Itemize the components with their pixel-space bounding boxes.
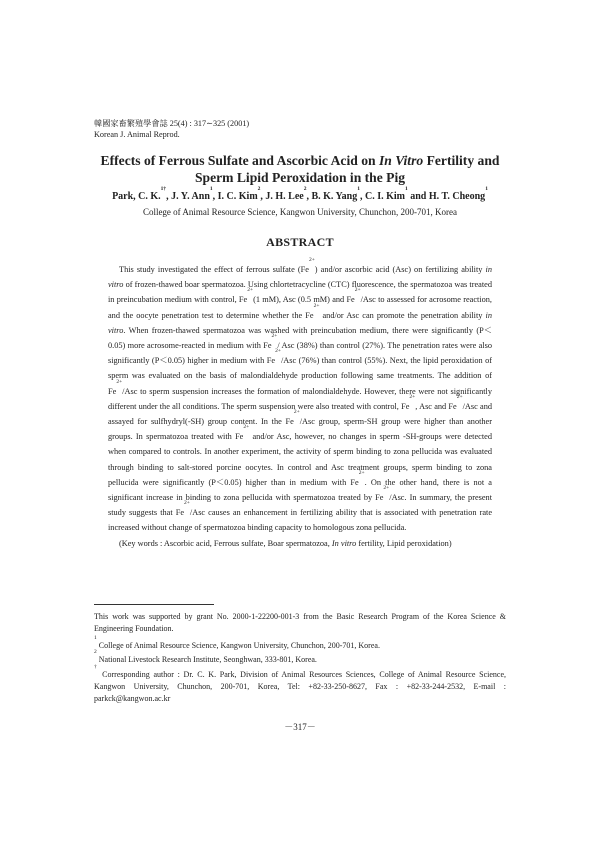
author-affil-mark: 2 <box>303 186 307 192</box>
title-text: Effects of Ferrous Sulfate and Ascorbic Acid on <box>100 153 379 168</box>
author-affil-mark: 1 <box>485 186 488 192</box>
author: , J. Y. Ann <box>166 191 210 202</box>
author-list <box>40 186 560 202</box>
affiliation: College of Animal Resource Science, Kangwon University, Chunchon, 200-701, Korea <box>142 207 458 217</box>
author-affil-mark: 2 <box>257 186 261 192</box>
author-affil-mark: 1 <box>405 186 408 192</box>
footnote-corresponding: † Corresponding author : Dr. C. K. Park, Division of Animal Resources Sciences, College of Animal Resource Science, Kangwon University, Chunchon, 200-701, Korea, Tel: +82-33-250-8627, Fax : +82-33-244-2532, E-mail : parkck@kangwon.ac.kr <box>94 664 507 704</box>
journal-citation <box>94 118 249 140</box>
author-affil-mark: 1 <box>209 186 213 192</box>
author: and H. T. Cheong <box>407 191 486 202</box>
author-affil-mark: 1† <box>160 186 167 192</box>
abstract-paragraph: This study investigated the effect of ferrous sulfate $(Fe^{2+})$ and/or ascorbic acid (Asc) on fertilizing ability in vitro of frozen-thawed boar spermatozoa. Using chlortetracycline (CTC) fluorescence, the spermatozoa was treated in preincubation medium with control, $Fe^{2+}(1$ mM), Asc (0.5 mM) and $Fe^{2+}$/Asc to assessed for acrosome reaction, and the oocyte penetration test to determine whether the $Fe^{2+}$ and/or Asc can promote the penetration ability in vitro. When frozen-thawed spermatozoa was washed with preincubation medium, there were significantly (P＜0.05) more acrosome-reacted in medium with $Fe^{2+}/$ Asc (38%) than control (27%). The penetration rates were also significantly (P＜0.05) higher in medium with $Fe^{2+}$/Asc (76%) than control (55%). Next, the lipid peroxidation of sperm was evaluated on the basis of malondialdehyde production following same treatments. The addition of $Fe^{2+}$/Asc to sperm suspension increases the formation of malondialdehyde. However, there were not significantly different under the all conditions. The sperm suspension were also treated with control, $Fe^{2+}$, Asc and $Fe^{2+}$/Asc and assayed for sulfhydryl(-SH) group content. In the $Fe^{2+}$/Asc group, sperm-SH group were higher than another groups. In spermatozoa treated with $Fe^{2+}$ and/or Asc, however, no changes in sperm -SH-groups were detected when compared to controls. In another experiment, the activity of sperm binding to zona pellucida was evaluated through binding to salt-stored porcine oocytes. In control and Asc treatment groups, sperm binding to zona pellucida were significantly (P＜0.05) higher than in medium with $Fe^{2+}$. On the other hand, there is not a significant increase in binding to zona pellucida with spermatozoa treated by $Fe^{2+}$/Asc. In summary, the present study suggests that $Fe^{2+}$/Asc causes an enhancement in fertilizing ability that is associated with penetration rate increased without change of spermatozoa binding capacity to homologous zona pellucida. <box>108 257 493 533</box>
abstract-body <box>108 257 493 551</box>
author: , J. H. Lee <box>260 191 304 202</box>
footnote-affil-1: $^1$ College of Animal Resource Science, Kangwon University, Chunchon, 200-701, Korea. <box>94 635 380 650</box>
author-affil-mark: 1 <box>357 186 360 192</box>
paper-title <box>40 152 560 186</box>
page-number: －317－ <box>284 722 316 732</box>
abstract-heading: ABSTRACT <box>266 235 334 249</box>
author: Park, C. K. <box>112 191 161 202</box>
author: , I. C. Kim <box>212 191 258 202</box>
journal-citation-line2: Korean J. Animal Reprod. <box>94 130 180 139</box>
footnote-affil-2: $^2$ National Livestock Research Institute, Seonghwan, 333-801, Korea. <box>94 649 317 664</box>
journal-citation-line1: 韓國家畜繁殖學會誌 25(4) : 317∼325 (2001) <box>94 119 250 128</box>
keywords: (Key words : Ascorbic acid, Ferrous sulfate, Boar spermatozoa, In vitro fertility, Lipid peroxidation) <box>119 538 452 548</box>
footnote-divider <box>94 604 214 605</box>
author: , B. K. Yang <box>306 191 358 202</box>
title-text: Fertility and <box>423 153 500 168</box>
title-line2: Sperm Lipid Peroxidation in the Pig <box>194 170 406 185</box>
author: , C. I. Kim <box>360 191 405 202</box>
title-italic: In Vitro <box>378 153 424 168</box>
footnote-funding: This work was supported by grant No. 2000-1-22200-001-3 from the Basic Research Program of the Korea Science & Engineering Foundation. <box>94 612 506 634</box>
